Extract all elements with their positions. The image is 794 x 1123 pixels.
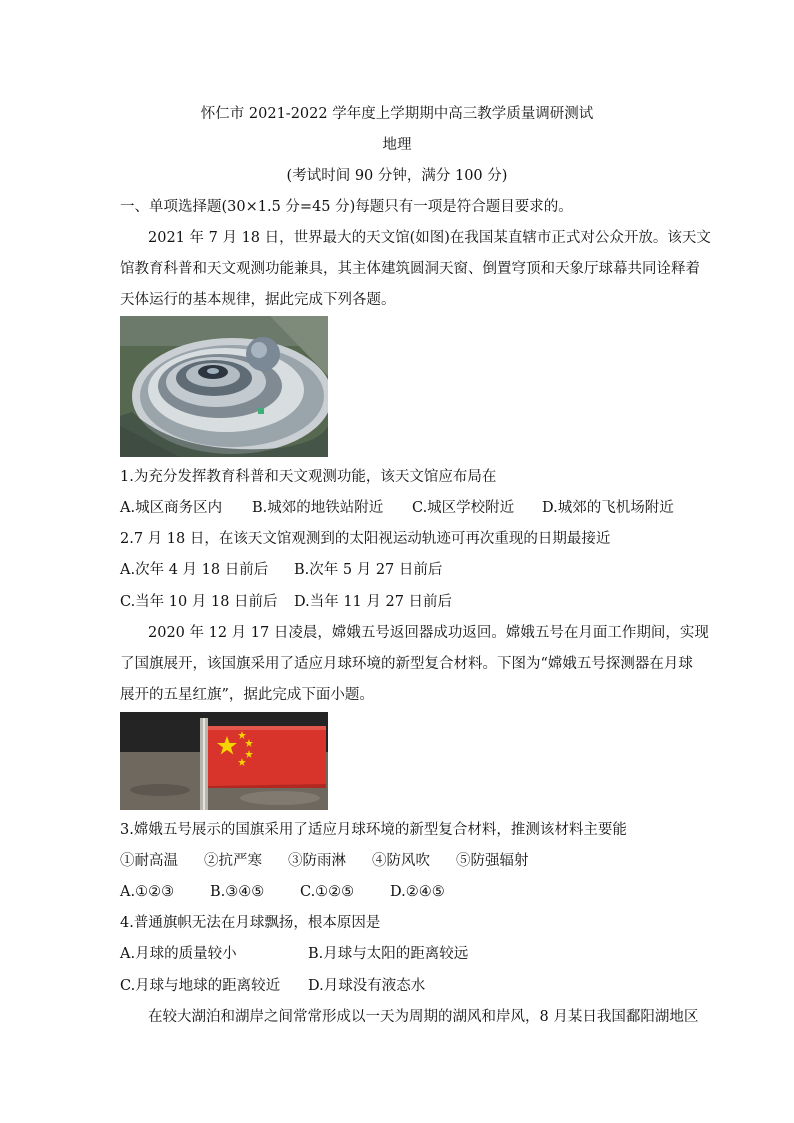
q3-choice-3: ③防雨淋: [288, 853, 346, 869]
passage1-line1: 2021 年 7 月 18 日，世界最大的天文馆(如图)在我国某直辖市正式对公众开放。该天文: [148, 230, 711, 246]
q1-option-b: B.城郊的地铁站附近: [252, 500, 384, 516]
q3-choice-2: ②抗严寒: [204, 853, 262, 869]
section-heading: 一、单项选择题(30×1.5 分=45 分)每题只有一项是符合题目要求的。: [120, 199, 573, 215]
q1-stem: 1.为充分发挥教育科普和天文观测功能，该天文馆应布局在: [120, 469, 497, 485]
q1-option-d: D.城郊的飞机场附近: [542, 500, 674, 516]
q2-option-b: B.次年 5 月 27 日前后: [294, 562, 443, 578]
passage1-line2: 馆教育科普和天文观测功能兼具，其主体建筑圆洞天窗、倒置穹顶和天象厅球幕共同诠释着: [120, 261, 700, 277]
passage2-line3: 展开的五星红旗”，据此完成下面小题。: [120, 687, 374, 703]
passage1-line3: 天体运行的基本规律，据此完成下列各题。: [120, 292, 396, 308]
planetarium-illustration: [120, 316, 328, 457]
q3-option-c: C.①②⑤: [300, 884, 355, 900]
moon-flag-photo: [120, 712, 328, 810]
q4-option-b: B.月球与太阳的距离较远: [308, 946, 469, 962]
moon-flag-illustration: [120, 712, 328, 810]
passage2-line2: 了国旗展开，该国旗采用了适应月球环境的新型复合材料。下图为“嫦娥五号探测器在月球: [120, 656, 693, 672]
q3-option-a: A.①②③: [120, 884, 175, 900]
q3-choice-1: ①耐高温: [120, 853, 178, 869]
q3-option-b: B.③④⑤: [210, 884, 265, 900]
q4-option-a: A.月球的质量较小: [120, 946, 237, 962]
q2-option-a: A.次年 4 月 18 日前后: [120, 562, 269, 578]
q4-stem: 4.普通旗帜无法在月球飘扬，根本原因是: [120, 915, 381, 931]
q2-option-d: D.当年 11 月 27 日前后: [294, 594, 453, 610]
passage2-line1: 2020 年 12 月 17 日凌晨，嫦娥五号返回器成功返回。嫦娥五号在月面工作期间，实现: [148, 625, 709, 641]
q1-option-c: C.城区学校附近: [412, 500, 515, 516]
q3-stem: 3.嫦娥五号展示的国旗采用了适应月球环境的新型复合材料，推测该材料主要能: [120, 822, 627, 838]
q4-option-d: D.月球没有液态水: [308, 978, 426, 994]
q4-option-c: C.月球与地球的距离较近: [120, 978, 281, 994]
q3-option-d: D.②④⑤: [390, 884, 445, 900]
q3-choice-5: ⑤防强辐射: [456, 853, 529, 869]
planetarium-photo: [120, 316, 328, 457]
exam-info: (考试时间 90 分钟，满分 100 分): [286, 168, 508, 184]
q3-choice-4: ④防风吹: [372, 853, 430, 869]
exam-title: 怀仁市 2021-2022 学年度上学期期中高三教学质量调研测试: [200, 106, 594, 122]
q2-stem: 2.7 月 18 日，在该天文馆观测到的太阳视运动轨迹可再次重现的日期最接近: [120, 531, 611, 547]
q1-option-a: A.城区商务区内: [120, 500, 223, 516]
passage3-line1: 在较大湖泊和湖岸之间常常形成以一天为周期的湖风和岸风，8 月某日我国鄱阳湖地区: [148, 1009, 699, 1025]
q2-option-c: C.当年 10 月 18 日前后: [120, 594, 278, 610]
subject-title: 地理: [382, 137, 412, 153]
